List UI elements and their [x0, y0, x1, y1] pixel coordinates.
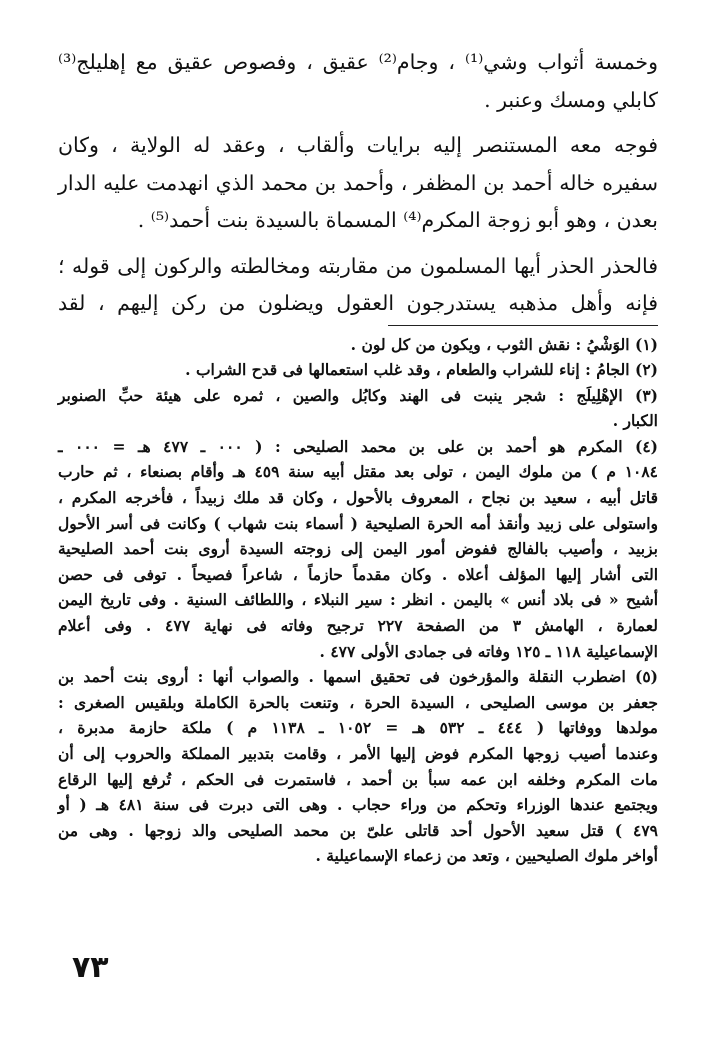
text-line: سفيره خاله أحمد بن المظفر ، وأحمد بن محمد الذي انهدمت عليه الدار — [58, 170, 658, 195]
footnote-line: قاتل أبيه ، سعيد بن نجاح ، المعروف بالأحول ، وكان قد ملك زبيداً ، فأخرجه المكرم ، — [58, 488, 658, 508]
footnote-line: (٢) الجامُ : إناء للشراب والطعام ، وقد غلب استعمالها فى قدح الشراب . — [185, 360, 658, 380]
text-line: كابلي ومسك وعنبر . — [484, 87, 658, 112]
footnote-4 — [58, 434, 658, 664]
paragraph-2 — [58, 127, 658, 240]
footnote-line: بزبيد ، وأصيب بالفالج ففوض أمور اليمن إلى زوجته السيدة أروى بنت أحمد الصليحية — [58, 539, 658, 559]
footnote-line: (٤) المكرم هو أحمد بن على بن محمد الصليحى : ( ٠٠٠ ـ ٤٧٧ هـ = ٠٠٠ ـ — [58, 436, 659, 456]
footnote-line: أشيح « فى بلاد أنس » باليمن . انظر : سير النبلاء ، واللطائف السنية . وفى تاريخ اليمن — [58, 590, 658, 610]
paragraph-1 — [58, 44, 658, 119]
text-line: فوجه معه المستنصر إليه برايات وألقاب ، وعقد له الولاية ، وكان — [58, 133, 658, 157]
footnote-line: وعندما أصيب زوجها المكرم فوض إليها الأمر ، وقامت بتدبير المملكة والحروب إلى أن — [58, 744, 658, 763]
footnote-line: ١٠٨٤ م ) من ملوك اليمن ، تولى بعد مقتل أبيه سنة ٤٥٩ هـ وأقام بصنعاء ، ثم حارب — [58, 462, 658, 482]
text-line: بعدن ، وهو أبو زوجة المكرم⁽⁴⁾ المسماة بالسيدة بنت أحمد⁽⁵⁾ . — [137, 208, 658, 232]
text-line: وخمسة أثواب وشي⁽¹⁾ ، وجام⁽²⁾ عقيق ، وفصوص عقيق مع إهليلج⁽³⁾ — [58, 50, 659, 74]
footnote-line: (١) الوَشْيُ : نقش الثوب ، ويكون من كل لون . — [350, 334, 658, 354]
footnote-line: ٤٧٩ ) قتل سعيد الأحول أحد قاتلى علىّ بن محمد الصليحى والد زوجها . وهى من — [58, 820, 658, 840]
text-line: فالحذر الحذر أيها المسلمون من مقاربته ومخالطته والركون إلى قوله ؛ — [58, 253, 658, 278]
footnote-line: مات المكرم وخلفه ابن عمه سبأ بن أحمد ، فاستمرت فى الحكم ، تُرفع إليها الرقاع — [58, 769, 658, 789]
footnote-line: جعفر بن موسى الصليحى ، السيدة الحرة ، وتنعت بالحرة الكاملة وبلقيس الصغرى : — [58, 692, 658, 712]
footnote-line: التى أشار إليها المؤلف أعلاه . وكان مقدماً حازماً ، شاعراً فصيحاً . توفى فى حصن — [58, 564, 658, 584]
footnotes — [58, 332, 658, 869]
text-line: فإنه وأهل مذهبه يستدرجون العقول ويضلون من ركن إليهم ، لقد — [58, 291, 658, 315]
footnote-line: (٣) الإهْلِيلَج : شجر ينبت فى الهند وكابُل والصين ، ثمره على هيئة حبِّ الصنوبر — [58, 385, 658, 405]
footnote-line: لعمارة ، الهامش ٣ من الصفحة ٢٢٧ ترجيح وفاته فى نهاية ٤٧٧ . وفى أعلام — [58, 616, 658, 636]
book-page — [58, 44, 658, 869]
footnote-line: واستولى على زبيد وأنقذ أمه الحرة الصليحية ( أسماء بنت شهاب ) وكانت فى أسر الأحول — [58, 513, 658, 533]
footnote-2 — [58, 357, 658, 383]
footnote-line: ويجتمع عندها الوزراء وتحكم من وراء حجاب . وهى التى دبرت فى سنة ٤٨١ هـ ( أو — [58, 795, 658, 815]
footnote-5 — [58, 664, 658, 869]
page-number: ٧٣ — [72, 950, 109, 985]
footnote-3 — [58, 383, 658, 434]
footnote-line: الإسماعيلية ١١٨ ـ ١٢٥ وفاته فى جمادى الأولى ٤٧٧ . — [319, 641, 658, 661]
main-text — [58, 44, 658, 323]
footnote-line: الكبار . — [612, 411, 658, 431]
paragraph-3 — [58, 248, 658, 323]
footnote-line: (٥) اضطرب النقلة والمؤرخون فى تحقيق اسمها . والصواب أنها : أروى بنت أحمد بن — [58, 667, 658, 687]
footnote-line: مولدها ووفاتها ( ٤٤٤ ـ ٥٣٢ هـ = ١٠٥٢ ـ ١١٣٨ م ) ملكة حازمة مدبرة ، — [58, 718, 658, 738]
footnote-divider — [388, 325, 658, 326]
footnote-1 — [58, 332, 658, 358]
footnote-line: أواخر ملوك الصليحيين ، وتعد من زعماء الإسماعيلية . — [315, 846, 658, 866]
